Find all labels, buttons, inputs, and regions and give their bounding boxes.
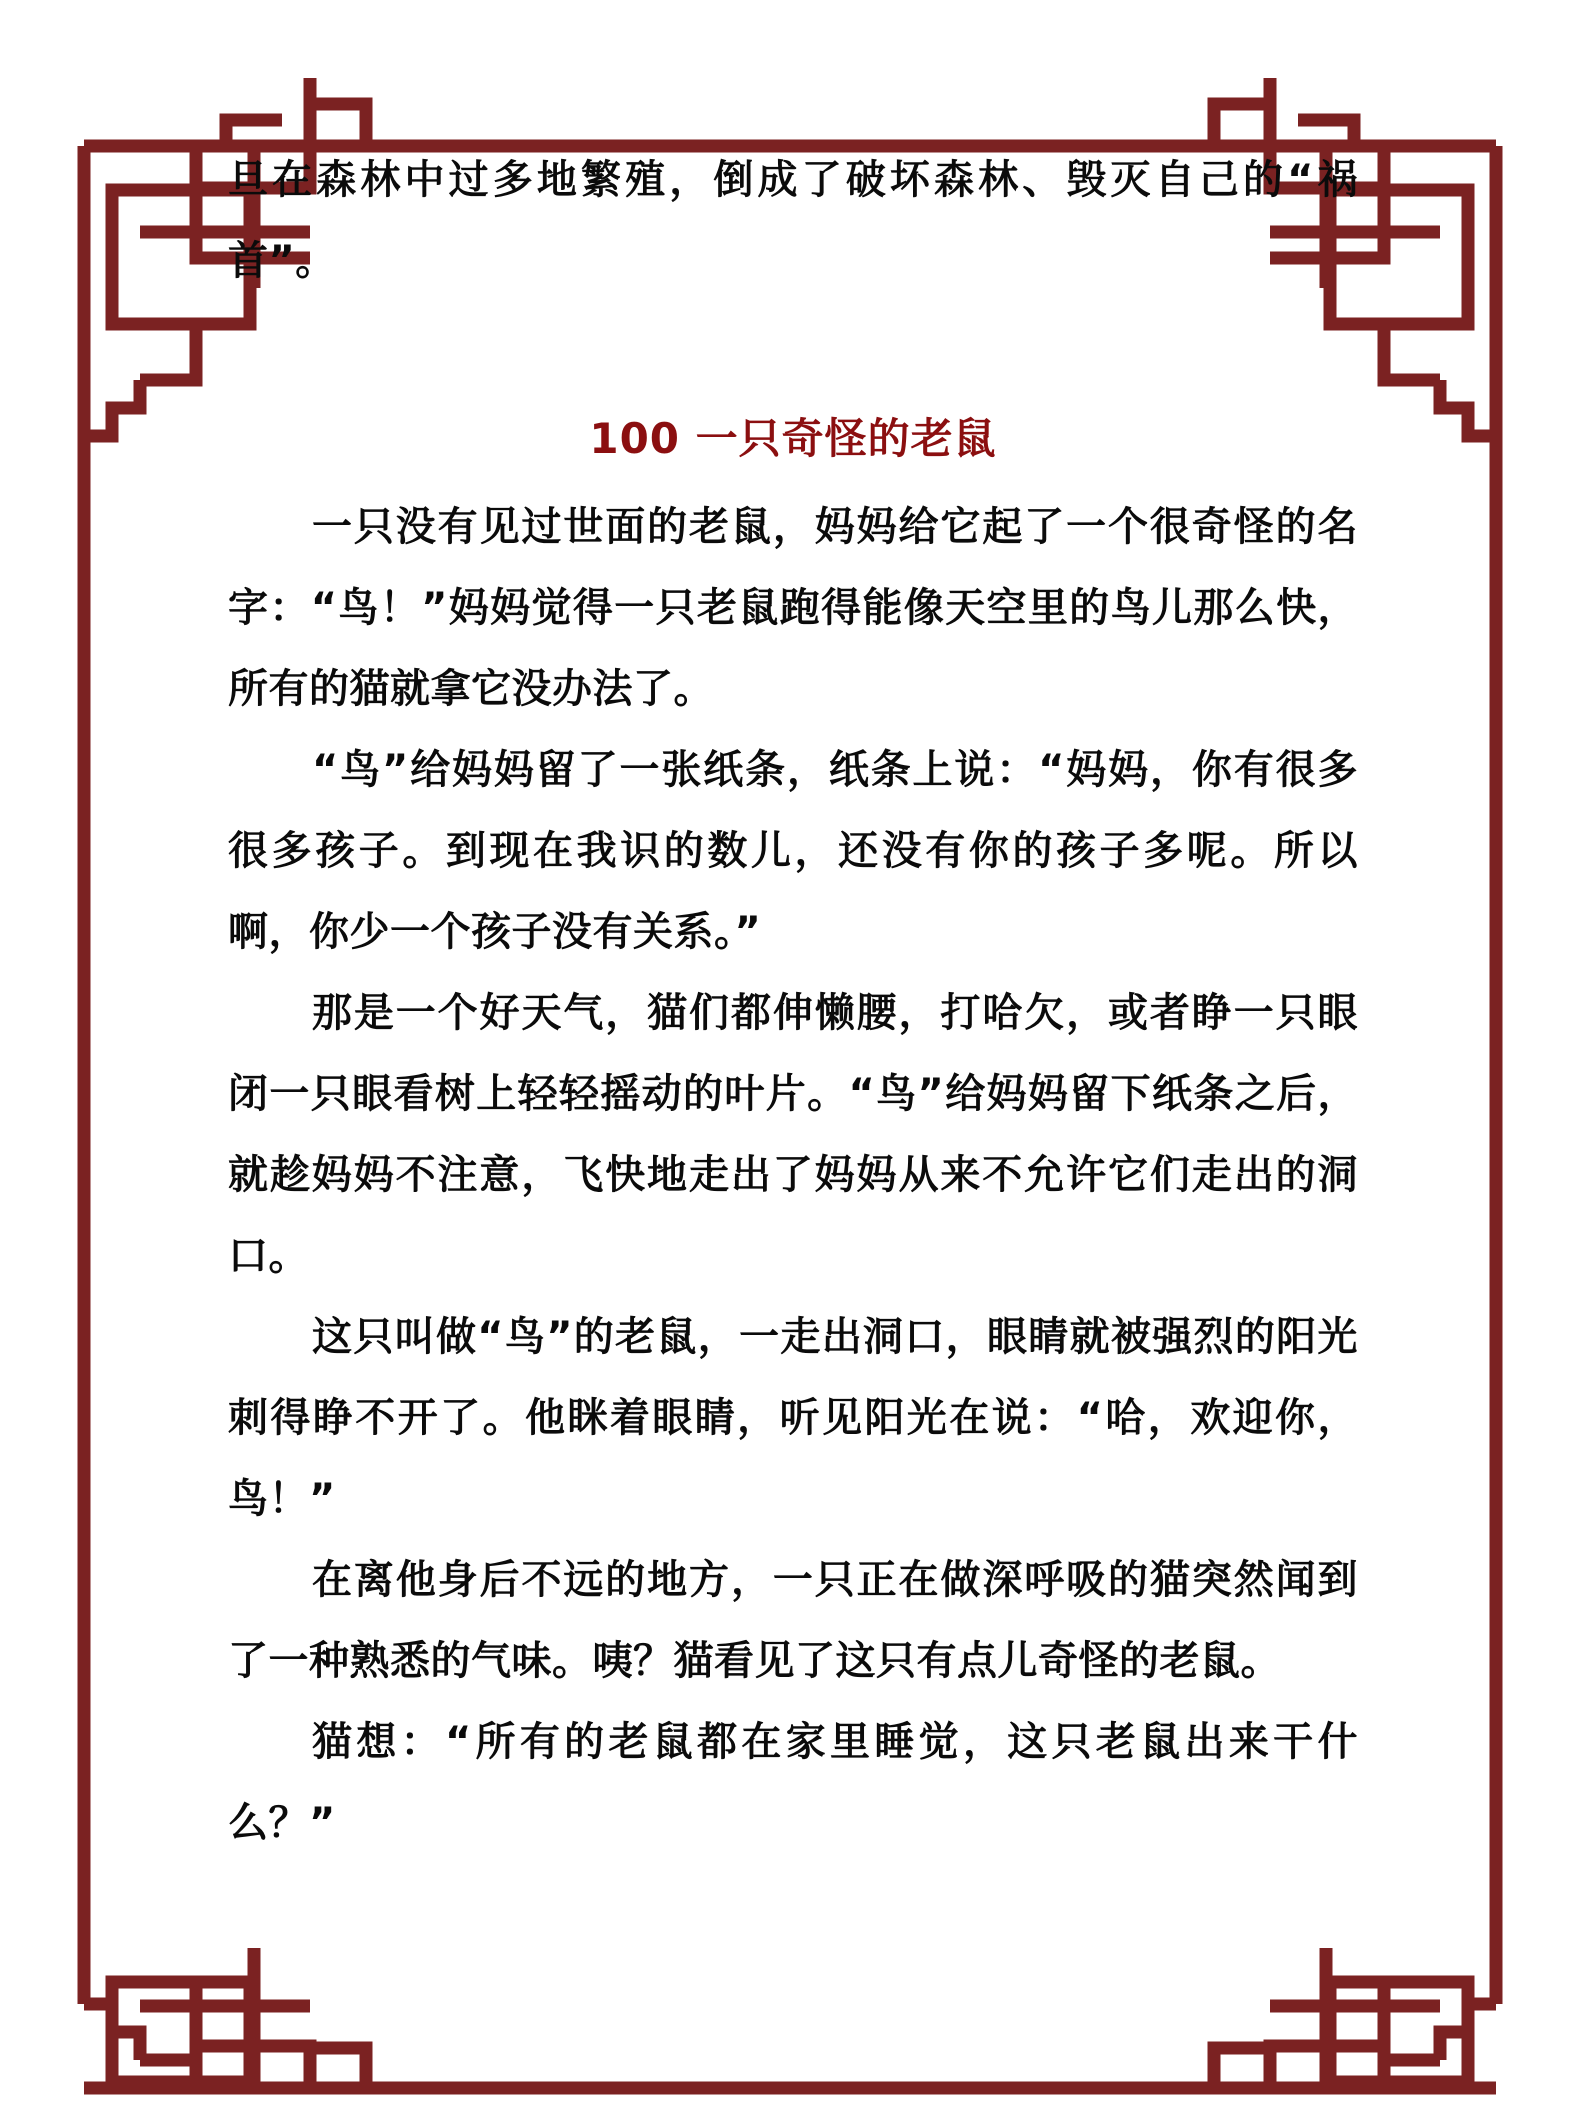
title-spacer-top xyxy=(228,302,1358,398)
story-paragraph-4: 这只叫做“鸟”的老鼠，一走出洞口，眼睛就被强烈的阳光刺得睁不开了。他眯着眼睛，听见阳光在说：“哈，欢迎你，鸟！” xyxy=(228,1314,1358,1522)
story-paragraph-5: 在离他身后不远的地方，一只正在做深呼吸的猫突然闻到了一种熟悉的气味。咦？猫看见了这只有点儿奇怪的老鼠。 xyxy=(228,1557,1358,1684)
title-spacer-bottom xyxy=(228,479,1358,487)
continuation-paragraph: 旦在森林中过多地繁殖，倒成了破坏森林、毁灭自己的“祸首”。 xyxy=(228,157,1358,284)
story-paragraph-2: “鸟”给妈妈留了一张纸条，纸条上说：“妈妈，你有很多很多孩子。到现在我识的数儿，还没有你的孩子多呢。所以啊，你少一个孩子没有关系。” xyxy=(228,747,1358,955)
story-title: 100 一只奇怪的老鼠 xyxy=(589,414,997,463)
story-paragraph-3: 那是一个好天气，猫们都伸懒腰，打哈欠，或者睁一只眼闭一只眼看树上轻轻摇动的叶片。“鸟”给妈妈留下纸条之后，就趁妈妈不注意，飞快地走出了妈妈从来不允许它们走出的洞口。 xyxy=(228,990,1358,1279)
story-paragraph-1: 一只没有见过世面的老鼠，妈妈给它起了一个很奇怪的名字：“鸟！”妈妈觉得一只老鼠跑得能像天空里的鸟儿那么快，所有的猫就拿它没办法了。 xyxy=(228,504,1358,712)
story-paragraph-6: 猫想：“所有的老鼠都在家里睡觉，这只老鼠出来干什么？” xyxy=(228,1719,1358,1846)
page-text-column xyxy=(228,140,1358,1864)
